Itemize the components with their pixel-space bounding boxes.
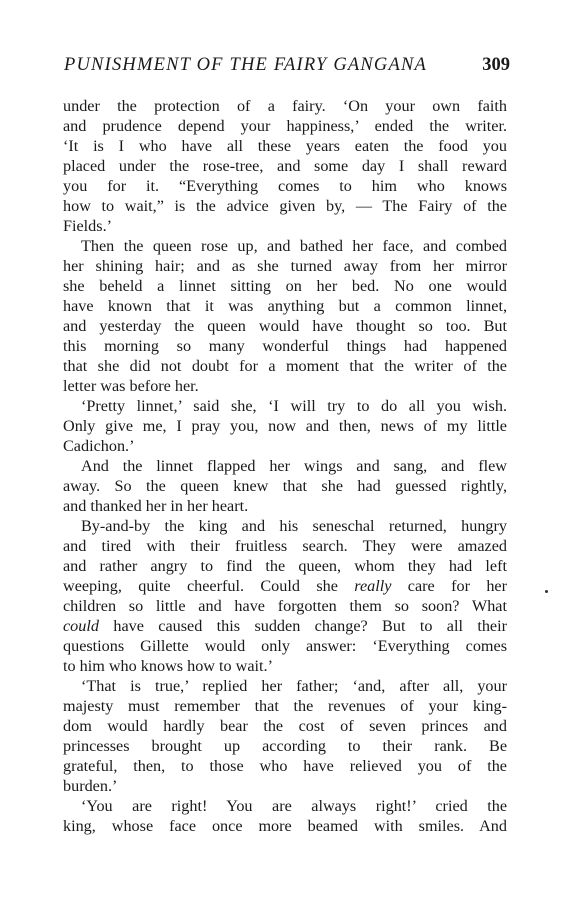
text-line: her shining hair; and as she turned away from her mirror <box>63 257 507 275</box>
text-line: she beheld a linnet sitting on her bed. No one would <box>63 277 507 295</box>
text-line: princesses brought up according to their rank. Be <box>63 737 507 755</box>
text-line: questions Gillette would only answer: ‘Everything comes <box>63 637 507 655</box>
text-line: have known that it was anything but a common linnet, <box>63 297 507 315</box>
text-line: Cadichon.’ <box>63 437 135 455</box>
text-line: and thanked her in her heart. <box>63 497 249 515</box>
text-line: majesty must remember that the revenues of your king- <box>63 697 507 715</box>
text-line: grateful, then, to those who have relieved you of the <box>63 757 507 775</box>
text-line: ‘Pretty linnet,’ said she, ‘I will try to do all you wish. <box>81 397 507 415</box>
text-line: Only give me, I pray you, now and then, news of my little <box>63 417 507 435</box>
page-number: 309 <box>482 55 510 75</box>
text-line: to him who knows how to wait.’ <box>63 657 273 675</box>
text-line: under the protection of a fairy. ‘On your own faith <box>63 97 507 115</box>
text-line: burden.’ <box>63 777 118 795</box>
text-line: and yesterday the queen would have thought so too. But <box>63 317 507 335</box>
text-line: you for it. “Everything comes to him who knows <box>63 177 507 195</box>
text-line: letter was before her. <box>63 377 199 395</box>
italic-word: really <box>354 577 392 595</box>
body-text <box>63 96 507 836</box>
text-line <box>63 616 507 636</box>
text-line: and tired with their fruitless search. They were amazed <box>63 537 507 555</box>
text-line: And the linnet flapped her wings and sang, and flew <box>81 457 507 475</box>
text-line: children so little and have forgotten them so soon? What <box>63 597 507 615</box>
line-segment: have caused this sudden change? But to all their <box>113 617 507 635</box>
text-line: ‘You are right! You are always right!’ cried the <box>81 797 507 815</box>
text-line: this morning so many wonderful things had happened <box>63 337 507 355</box>
text-line: By-and-by the king and his seneschal returned, hungry <box>81 517 507 535</box>
text-line: ‘That is true,’ replied her father; ‘and, after all, your <box>81 677 507 695</box>
text-line: and rather angry to find the queen, whom they had left <box>63 557 507 575</box>
line-segment: weeping, quite cheerful. Could she <box>63 577 338 595</box>
text-line: king, whose face once more beamed with smiles. And <box>63 817 507 835</box>
text-line: Then the queen rose up, and bathed her face, and combed <box>81 237 507 255</box>
text-line: away. So the queen knew that she had guessed rightly, <box>63 477 507 495</box>
text-line: and prudence depend your happiness,’ ended the writer. <box>63 117 507 135</box>
italic-word: could <box>63 617 99 635</box>
text-line: how to wait,” is the advice given by, — The Fairy of the <box>63 197 507 215</box>
text-line: that she did not doubt for a moment that the writer of the <box>63 357 507 375</box>
text-line: Fields.’ <box>63 217 113 235</box>
stray-ink-dot <box>545 590 548 593</box>
running-title: PUNISHMENT OF THE FAIRY GANGANA <box>64 55 428 75</box>
text-line <box>63 576 507 596</box>
running-head <box>64 55 510 79</box>
line-segment: care for her <box>407 577 507 595</box>
text-line: ‘It is I who have all these years eaten the food you <box>63 137 507 155</box>
text-line: placed under the rose-tree, and some day I shall reward <box>63 157 507 175</box>
text-line: dom would hardly bear the cost of seven princes and <box>63 717 507 735</box>
